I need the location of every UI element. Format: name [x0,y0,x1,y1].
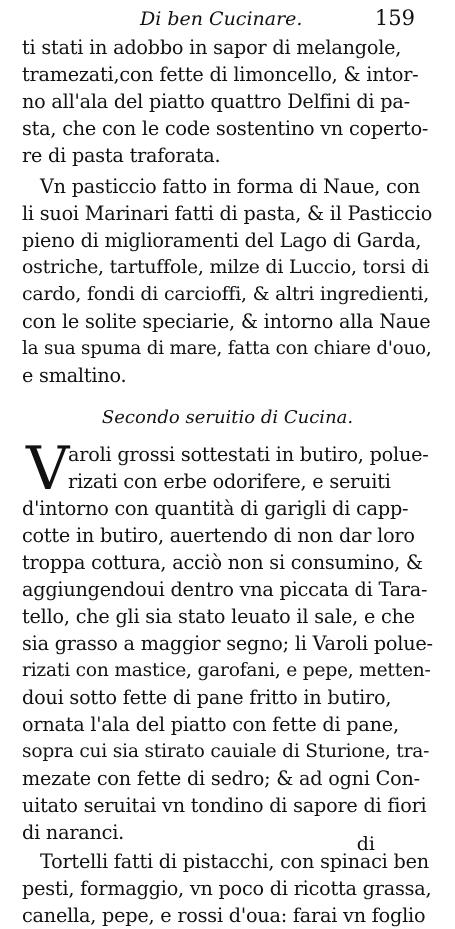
text-line: rizati con erbe odorifere, e seruiti [68,470,391,493]
text-line: mezate con fette di sedro; & ad ogni Con- [22,767,420,790]
text-line: doui sotto fette di pane fritto in butiro, [22,686,392,709]
text-line: rizati con mastice, garofani, e pepe, metten- [22,660,431,681]
text-line: con le solite speciarie, & intorno alla Naue [22,310,431,333]
catchword: di [356,833,375,855]
text-line: canella, pepe, e rossi d'oua: farai vn foglio [22,904,426,927]
drop-cap: V [26,434,70,504]
paragraph-tortelli [22,848,433,929]
text-line: li suoi Marinari fatti di pasta, & il Pasticcio [22,202,433,225]
text-line: di naranci. [22,821,125,844]
text-line: aggiungendoui dentro vna piccata di Tara- [22,578,428,601]
text-line: pesti, formaggio, vn poco di ricotta grassa, [22,877,432,900]
text-line: pieno di miglioramenti del Lago di Garda, [22,229,422,252]
text-line: ostriche, tartuffole, milze di Luccio, torsi di [22,256,429,278]
text-line: sopra cui sia stirato cauiale di Sturione, tra- [22,741,430,762]
text-line: Tortelli fatti di pistacchi, con spinaci ben [40,850,429,873]
section-heading: Secondo seruitio di Cucina. [101,407,354,428]
text-line: re di pasta traforata. [22,144,221,167]
page-number: 159 [374,6,415,30]
paragraph-varoli [22,434,433,846]
page-header [22,6,433,34]
text-line: Vn pasticcio fatto in forma di Naue, con [40,175,421,198]
text-line: tello, che gli sia stato leuato il sale, e che [22,605,415,628]
text-line: cotte in butiro, auertendo di non dar loro [22,524,415,547]
text-line: uitato seruitai vn tondino di sapore di fiori [22,794,427,817]
text-line: tramezati,con fette di limoncello, & intor- [22,63,419,86]
text-line: ornata l'ala del piatto con fette di pane, [22,713,399,736]
paragraph-continued [22,34,433,169]
text-line: sia grasso a maggior segno; li Varoli polue- [22,632,433,655]
text-line: e smaltino. [22,364,127,387]
text-line: la sua spuma di mare, fatta con chiare d'ouo, [22,338,432,359]
paragraph-pasticcio [22,173,433,389]
text-line: d'intorno con quantità di garigli di capp- [22,497,409,520]
running-title: Di ben Cucinare. [140,8,303,30]
text-line: ti stati in adobbo in sapor di melangole, [22,36,402,59]
text-line: sta, che con le code sostentino vn coperto- [22,117,429,140]
text-line: cardo, fondi di carcioffi, & altri ingredienti, [22,283,430,305]
text-line: no all'ala del piatto quattro Delfini di pa- [22,90,410,113]
text-line: troppa cottura, acciò non si consumino, & [22,551,423,574]
text-line: aroli grossi sottestati in butiro, polue- [68,443,429,466]
